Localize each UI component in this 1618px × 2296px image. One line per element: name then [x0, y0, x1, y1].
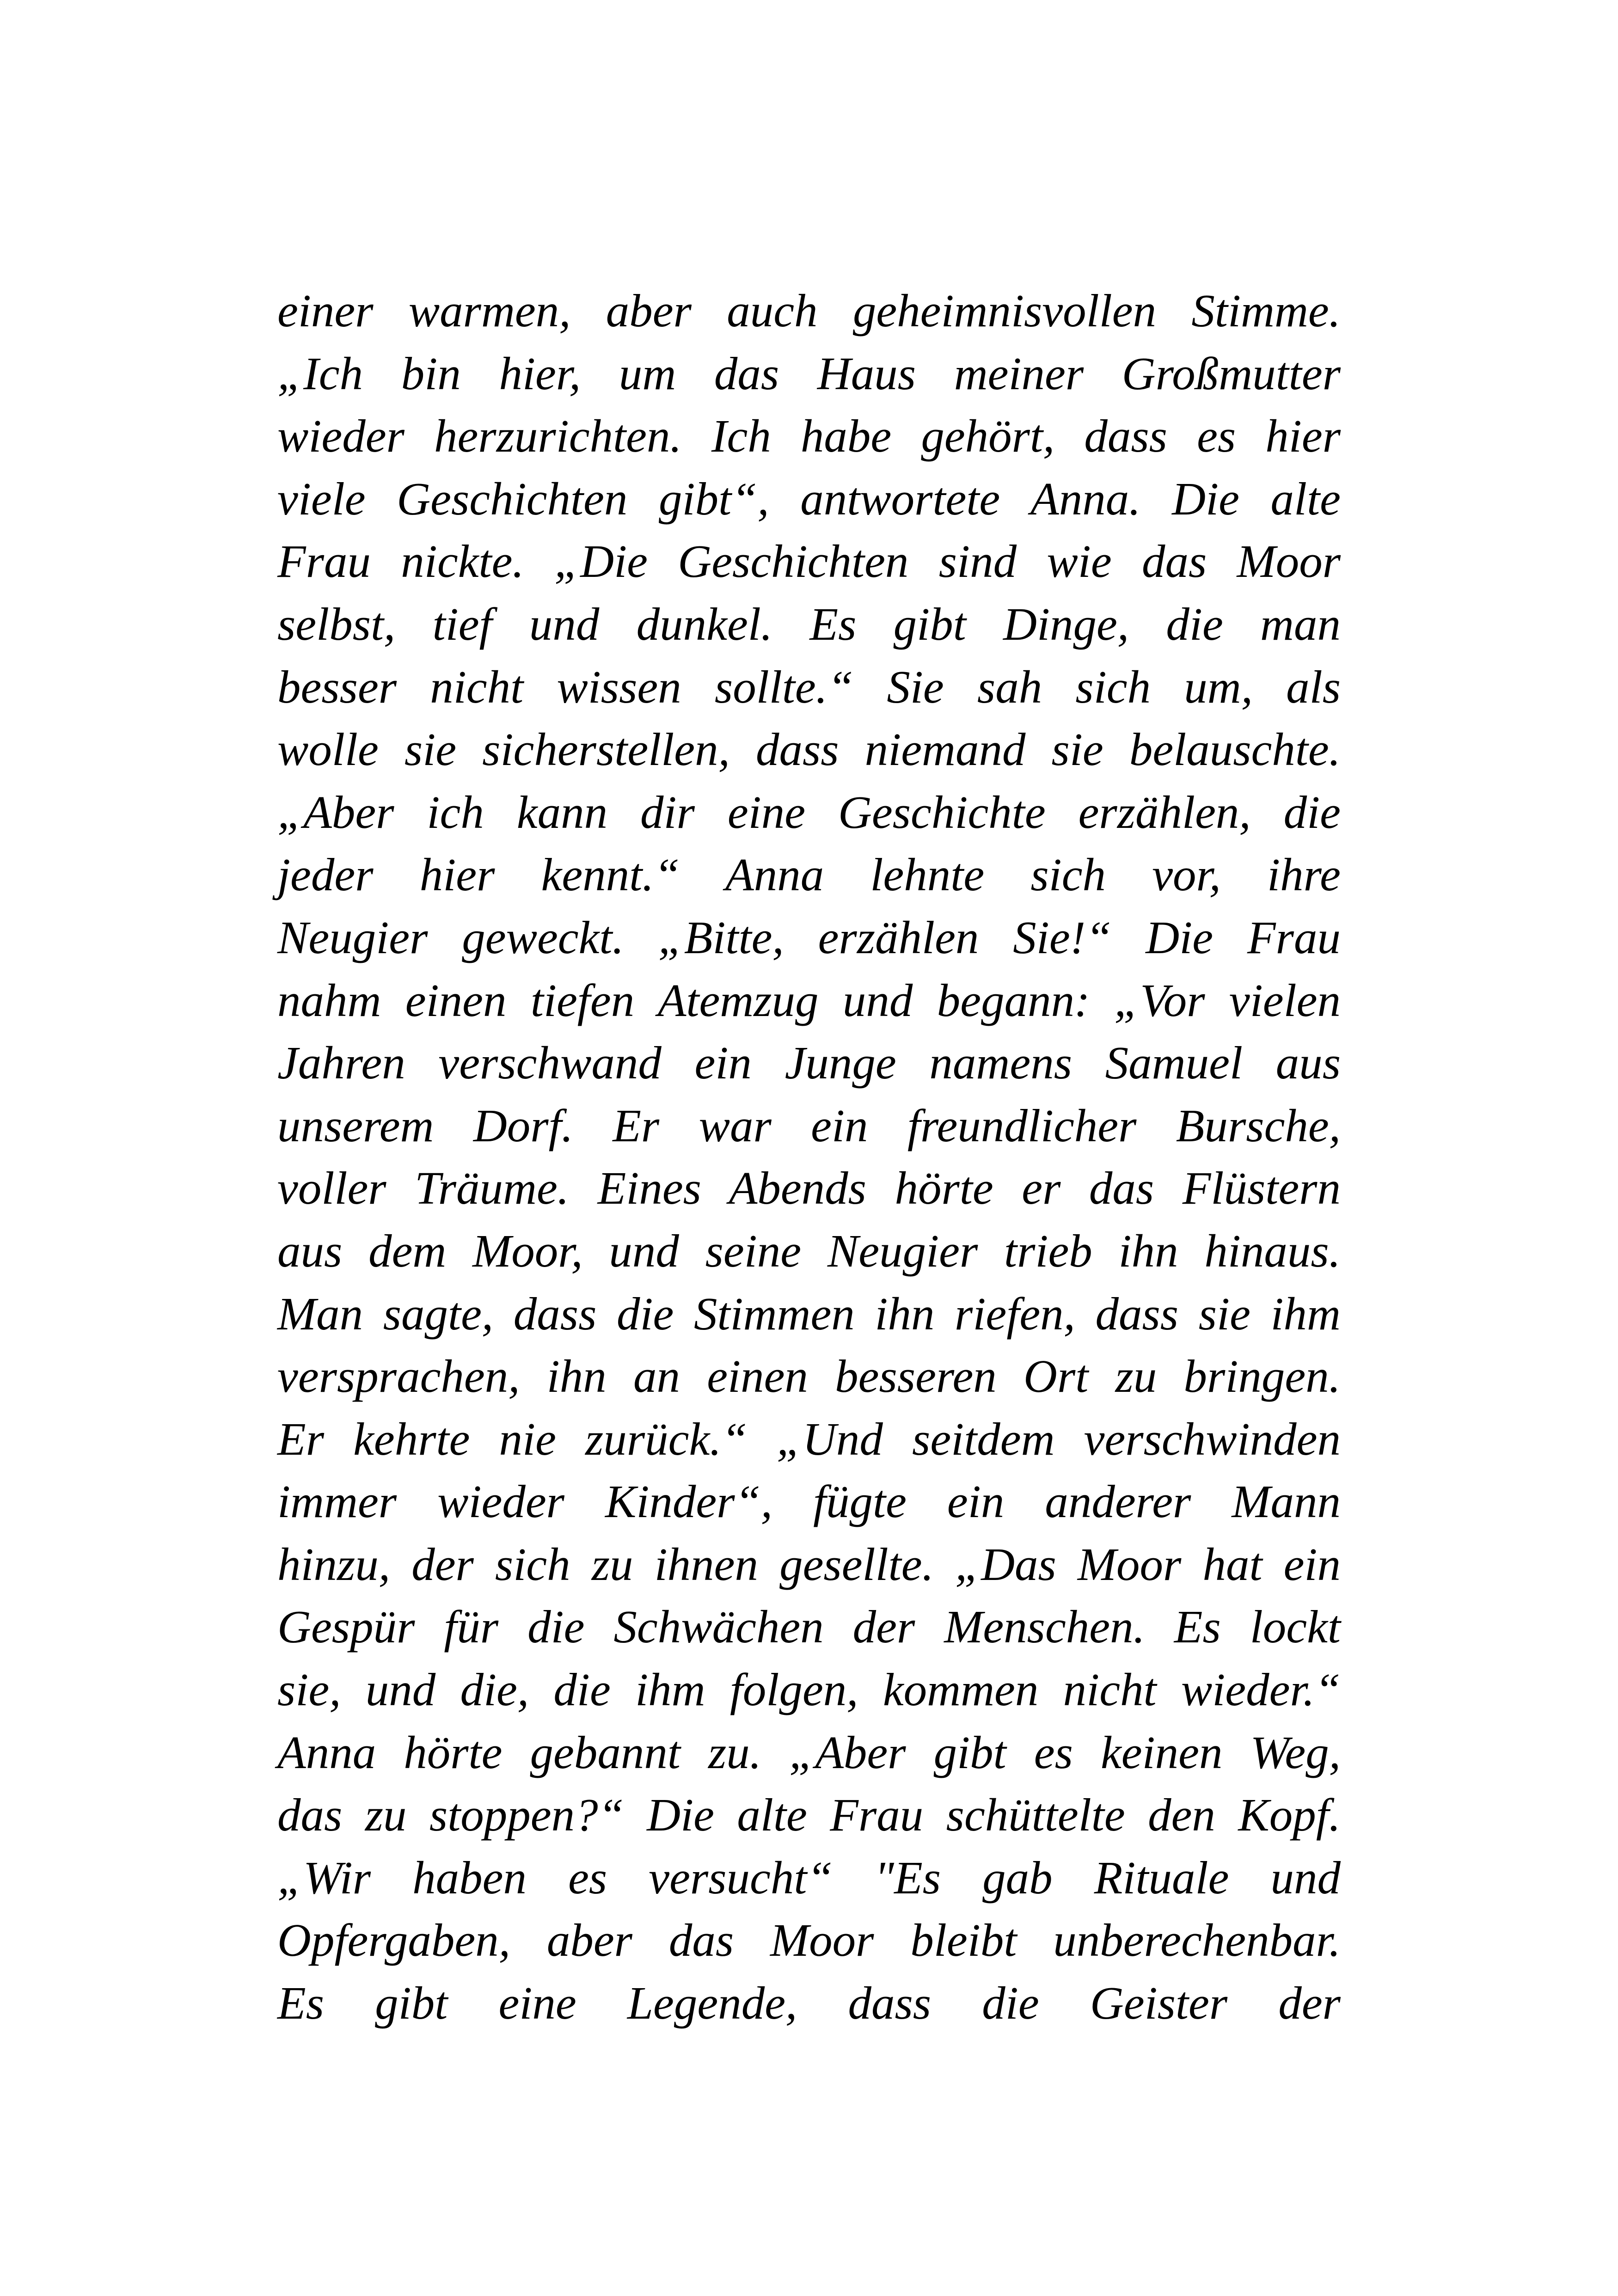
text-line: nahm einen tiefen Atemzug und begann: „Vor vielen [277, 974, 1341, 1026]
text-line: Es gibt eine Legende, dass die Geister der [277, 1977, 1341, 2029]
text-line: jeder hier kennt.“ Anna lehnte sich vor, ihre [277, 849, 1341, 901]
text-line: wieder herzurichten. Ich habe gehört, dass es hier [277, 410, 1341, 462]
text-line: versprachen, ihn an einen besseren Ort zu bringen. [277, 1350, 1341, 1402]
text-line: einer warmen, aber auch geheimnisvollen Stimme. [277, 285, 1341, 337]
text-line: „Aber ich kann dir eine Geschichte erzählen, die [277, 786, 1341, 838]
text-line: unserem Dorf. Er war ein freundlicher Bursche, [277, 1099, 1341, 1151]
text-line: immer wieder Kinder“, fügte ein anderer Mann [277, 1476, 1341, 1528]
text-line: Opfergaben, aber das Moor bleibt unberechenbar. [277, 1914, 1341, 1966]
text-line: Jahren verschwand ein Junge namens Samuel aus [277, 1037, 1341, 1089]
text-line: „Wir haben es versucht“ "Es gab Rituale und [277, 1851, 1341, 1904]
text-line: „Ich bin hier, um das Haus meiner Großmutter [277, 347, 1341, 399]
body-text [277, 280, 1341, 2035]
text-line: wolle sie sicherstellen, dass niemand sie belauschte. [277, 723, 1341, 776]
text-line: das zu stoppen?“ Die alte Frau schüttelte den Kopf. [277, 1789, 1341, 1841]
text-line: besser nicht wissen sollte.“ Sie sah sich um, als [277, 661, 1341, 713]
text-line: Gespür für die Schwächen der Menschen. Es lockt [277, 1601, 1341, 1653]
text-line: viele Geschichten gibt“, antwortete Anna. Die alte [277, 472, 1341, 525]
text-line: voller Träume. Eines Abends hörte er das Flüstern [277, 1162, 1341, 1214]
text-line: Neugier geweckt. „Bitte, erzählen Sie!“ Die Frau [277, 911, 1341, 963]
text-line: Man sagte, dass die Stimmen ihn riefen, dass sie ihm [277, 1287, 1341, 1340]
text-line: Frau nickte. „Die Geschichten sind wie das Moor [277, 535, 1341, 588]
text-line: Anna hörte gebannt zu. „Aber gibt es keinen Weg, [277, 1726, 1341, 1778]
text-line: hinzu, der sich zu ihnen gesellte. „Das Moor hat ein [277, 1538, 1341, 1590]
text-line: Er kehrte nie zurück.“ „Und seitdem verschwinden [277, 1413, 1341, 1465]
text-line: sie, und die, die ihm folgen, kommen nicht wieder.“ [277, 1664, 1341, 1716]
text-line: aus dem Moor, und seine Neugier trieb ihn hinaus. [277, 1225, 1341, 1277]
text-line: selbst, tief und dunkel. Es gibt Dinge, die man [277, 598, 1341, 650]
